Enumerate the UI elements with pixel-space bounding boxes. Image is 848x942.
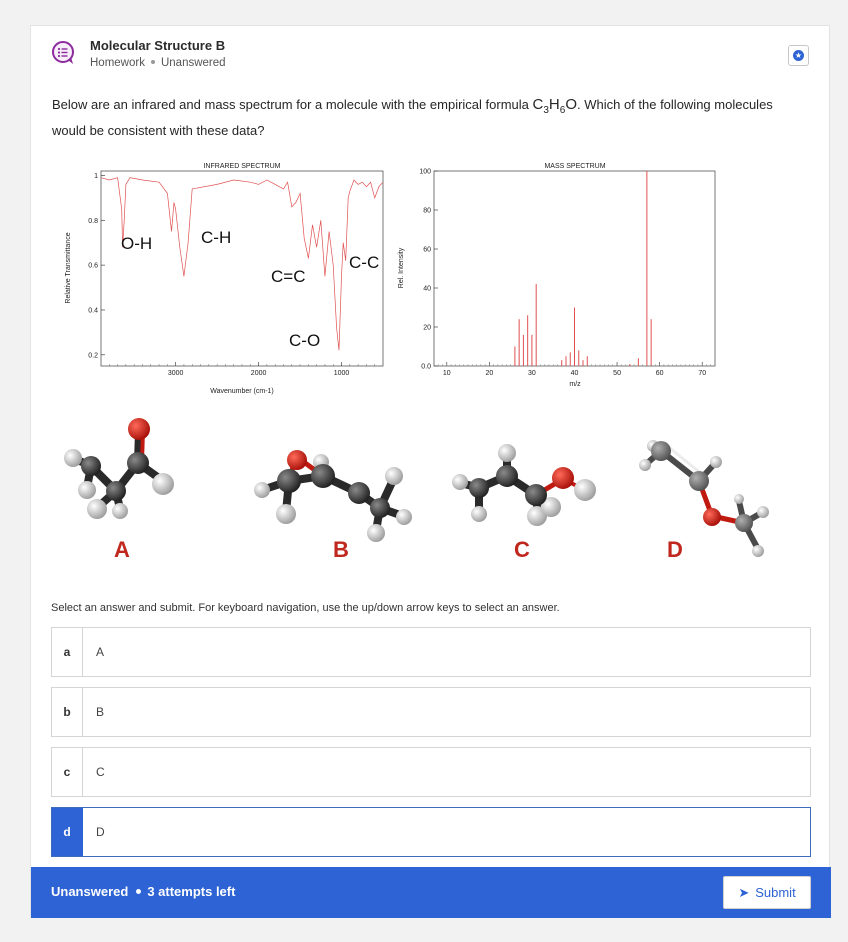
answer-option-a[interactable] [51,627,811,677]
submission-footer [31,867,831,918]
ir-annotation-ch: C-H [201,228,232,247]
ms-xlabel: m/z [569,381,581,388]
ms-xtick-label: 10 [442,370,451,377]
ms-ylabel: Rel. Intensity [398,247,405,289]
ms-xtick-label: 50 [613,370,621,377]
ir-ytick-label: 0.2 [88,352,98,360]
send-icon: ➤ [738,884,750,900]
molecule-c-label: C [514,537,530,562]
molecule-a-model [64,418,174,519]
question-figure [31,156,831,576]
ir-ytick-label: 1 [94,172,98,180]
ms-ytick-label: 80 [423,207,431,215]
submission-status [51,884,235,899]
question-title: Molecular Structure B [90,38,226,53]
answer-instructions: Select an answer and submit. For keyboard navigation, use the up/down arrow keys to select an answer. [51,602,560,614]
molecule-c-model [452,444,596,526]
assignment-type: Homework [90,57,145,69]
answer-option-c[interactable] [51,747,811,797]
ir-xlabel: Wavenumber (cm-1) [210,388,274,395]
ms-ytick-label: 60 [423,246,431,254]
ir-ytick-label: 0.6 [88,262,98,270]
ms-xtick-label: 60 [655,370,664,377]
ir-ytick-label: 0.8 [88,217,98,225]
molecule-b-label: B [333,537,349,562]
ms-xtick-label: 70 [698,370,707,377]
ir-spectrum-chart [65,163,383,395]
ms-xtick-label: 20 [485,370,494,377]
attempts-left: 3 attempts left [147,884,236,899]
option-label: A [96,645,105,659]
molecule-d-label: D [667,537,683,562]
empirical-formula: $C_3H_6O$ [532,96,577,116]
question-text-start: Below are an infrared and mass spectrum for a molecule with the empirical formula [52,97,533,112]
question-text [52,95,792,141]
molecule-a-label: A [114,537,130,562]
ms-xtick-label: 30 [528,370,536,377]
option-label: C [96,765,105,779]
ir-plot-frame [101,171,383,366]
question-list-icon [51,40,77,66]
ir-xtick-label: 3000 [167,370,184,377]
submit-button[interactable] [723,876,811,909]
option-label: B [96,705,105,719]
ms-ytick-label: 100 [419,168,431,176]
star-icon: ★ [794,51,803,60]
ir-annotation-oh: O-H [121,234,153,253]
submit-label: Submit [755,884,796,900]
ms-ytick-label: 0.0 [421,363,431,371]
option-label: D [96,825,105,839]
ms-title: MASS SPECTRUM [544,163,606,170]
answer-option-b[interactable] [51,687,811,737]
ir-ylabel: Relative Transmittance [65,232,72,304]
answer-option-d[interactable] [51,807,811,857]
ms-ytick-label: 40 [423,285,431,293]
mass-spectrum-chart [398,163,715,388]
option-key: d [52,808,83,856]
ms-ytick-label: 20 [423,324,431,332]
molecule-d-model [639,440,769,557]
spectra-and-molecules [31,156,831,576]
option-key: c [52,748,83,796]
option-key: a [52,628,83,676]
separator-dot [151,60,155,64]
molecule-b-model [254,450,412,542]
separator-dot [136,889,141,894]
ir-annotation-cc-double: C=C [271,267,306,286]
ir-xtick-label: 2000 [250,370,267,377]
ms-xtick-label: 40 [570,370,579,377]
ir-title: INFRARED SPECTRUM [203,163,281,170]
ir-annotation-co: C-O [289,331,321,350]
question-card [30,25,830,917]
option-key: b [52,688,83,736]
answer-status: Unanswered [160,57,226,69]
question-meta [90,57,226,69]
status-text: Unanswered [51,884,129,899]
ir-ytick-label: 0.4 [88,307,98,315]
ir-annotation-cc-single: C-C [349,253,380,272]
question-text-end: . Which of the following molecules would be consistent with these data? [52,97,773,138]
ir-xtick-label: 1000 [333,370,350,377]
bookmark-button[interactable] [788,45,809,66]
